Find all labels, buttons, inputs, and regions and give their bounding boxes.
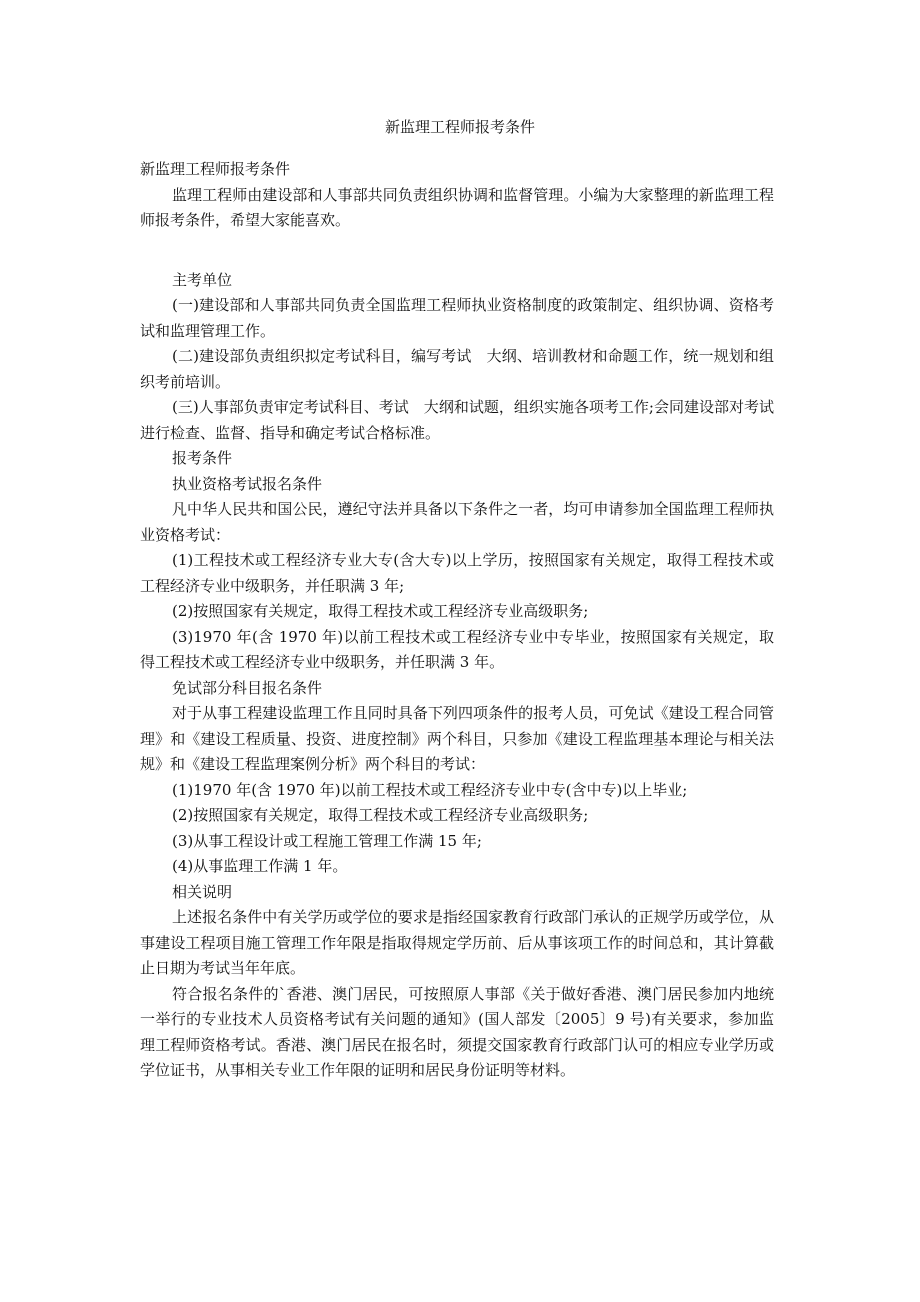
exemption-item-4: (4)从事监理工作满 1 年。 <box>172 857 348 875</box>
document-body <box>140 157 774 1084</box>
exemption-item-3: (3)从事工程设计或工程施工管理工作满 15 年; <box>172 831 482 850</box>
registration-item-3: (3)1970 年(含 1970 年)以前工程技术或工程经济专业中专毕业，按照国家有关规定，取得工程技术或工程经济专业中级职务，并任职满 3 年。 <box>140 627 774 671</box>
intro-heading: 新监理工程师报考条件 <box>140 160 291 178</box>
section-heading-organizers: 主考单位 <box>172 270 233 289</box>
paragraph-spacer <box>140 234 774 268</box>
section-heading-notes: 相关说明 <box>172 882 233 901</box>
exemption-item-1: (1)1970 年(含 1970 年)以前工程技术或工程经济专业中专(含中专)以上毕业; <box>172 780 688 799</box>
document-title: 新监理工程师报考条件 <box>384 118 535 136</box>
organizer-item-1: (一)建设部和人事部共同负责全国监理工程师执业资格制度的政策制定、组织协调、资格考试和监理管理工作。 <box>140 296 774 340</box>
organizer-item-2: (二)建设部负责组织拟定考试科目，编写考试 大纲、培训教材和命题工作，统一规划和组织考前培训。 <box>140 347 774 391</box>
notes-paragraph-2: 符合报名条件的`香港、澳门居民，可按照原人事部《关于做好香港、澳门居民参加内地统一举行的专业技术人员资格考试有关问题的通知》(国人部发〔2005〕9 号)有关要求，参加监理工程师资格考试。香港、澳门居民在报名时，须提交国家教育行政部门认可的相应专业学历或学位证书，从事相关专业工作年限的证明和居民身份证明等材料。 <box>140 984 774 1079</box>
exemption-item-2: (2)按照国家有关规定，取得工程技术或工程经济专业高级职务; <box>172 806 589 824</box>
intro-paragraph: 监理工程师由建设部和人事部共同负责组织协调和监督管理。小编为大家整理的新监理工程师报考条件，希望大家能喜欢。 <box>140 185 774 229</box>
subheading-exemption: 免试部分科目报名条件 <box>172 678 323 697</box>
subheading-registration: 执业资格考试报名条件 <box>172 474 323 493</box>
registration-intro: 凡中华人民共和国公民，遵纪守法并具备以下条件之一者，均可申请参加全国监理工程师执业资格考试： <box>140 500 774 544</box>
organizer-item-3: (三)人事部负责审定考试科目、考试 大纲和试题，组织实施各项考工作;会同建设部对考试进行检查、监督、指导和确定考试合格标准。 <box>140 398 774 442</box>
section-heading-conditions: 报考条件 <box>172 449 233 467</box>
exemption-intro: 对于从事工程建设监理工作且同时具备下列四项条件的报考人员，可免试《建设工程合同管理》和《建设工程质量、投资、进度控制》两个科目，只参加《建设工程监理基本理论与相关法规》和《建设工程监理案例分析》两个科目的考试： <box>140 704 774 773</box>
notes-paragraph-1: 上述报名条件中有关学历或学位的要求是指经国家教育行政部门承认的正规学历或学位，从事建设工程项目施工管理工作年限是指取得规定学历前、后从事该项工作的时间总和，其计算截止日期为考试当年年底。 <box>140 908 774 977</box>
registration-item-1: (1)工程技术或工程经济专业大专(含大专)以上学历，按照国家有关规定，取得工程技术或工程经济专业中级职务，并任职满 3 年; <box>140 551 774 595</box>
registration-item-2: (2)按照国家有关规定，取得工程技术或工程经济专业高级职务; <box>172 602 589 620</box>
